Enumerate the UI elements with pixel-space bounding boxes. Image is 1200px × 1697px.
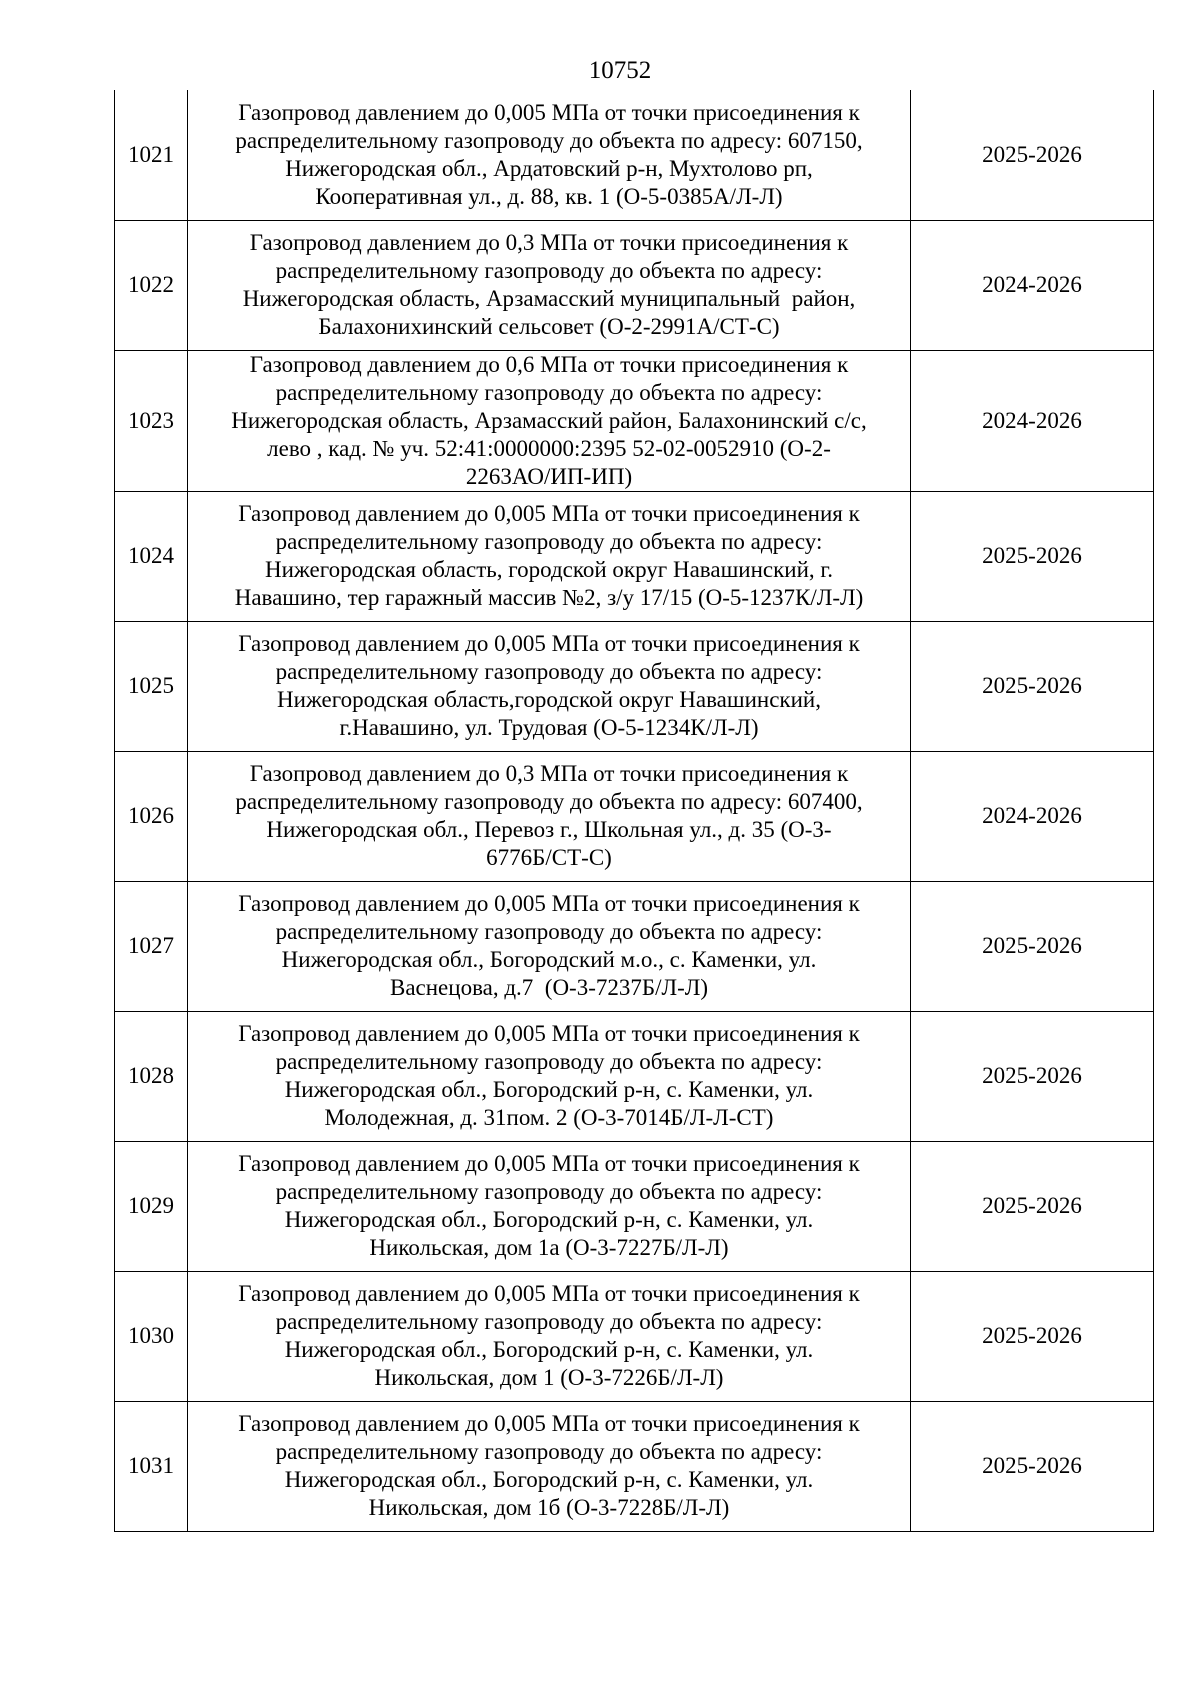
description-line: Балахонихинский сельсовет (О-2-2991А/СТ-С) [318,314,780,339]
period-value: 2025-2026 [982,933,1082,958]
table-body [115,90,1154,1531]
period-cell [911,90,1154,220]
row-number-cell [115,350,188,491]
description-line: распределительному газопроводу до объекта по адресу: [275,1309,823,1334]
row-number: 1023 [128,407,174,433]
period-value: 2025-2026 [982,1453,1082,1478]
description-cell [188,491,911,621]
description-line: распределительному газопроводу до объекта по адресу: [275,529,823,554]
description-line: Нижегородская область,городской округ Навашинский, [277,687,821,712]
row-number-cell [115,90,188,220]
table-row [115,350,1154,491]
row-number-cell [115,1011,188,1141]
row-number-cell [115,1271,188,1401]
description-line: Газопровод давлением до 0,3 МПа от точки присоединения к [249,230,849,255]
description-line: Газопровод давлением до 0,005 МПа от точки присоединения к [238,891,860,916]
period-cell [911,1141,1154,1271]
table-row [115,491,1154,621]
period-cell [911,751,1154,881]
description-cell [188,1011,911,1141]
description-line: распределительному газопроводу до объекта по адресу: [275,1439,823,1464]
description-line: распределительному газопроводу до объекта по адресу: [275,258,823,283]
description-line: Нижегородская область, Арзамасский район, Балахонинский с/с, [231,407,867,433]
description-line: Никольская, дом 1 (О-3-7226Б/Л-Л) [374,1365,724,1390]
description-line: Газопровод давлением до 0,005 МПа от точки присоединения к [238,631,860,656]
row-number: 1021 [128,141,174,167]
description-cell [188,1141,911,1271]
table-row [115,1401,1154,1531]
description-cell [188,220,911,350]
row-number-cell [115,1401,188,1531]
description-line: распределительному газопроводу до объекта по адресу: [275,919,823,944]
description-line: распределительному газопроводу до объекта по адресу: [275,1049,823,1074]
description-line: Навашино, тер гаражный массив №2, з/у 17/15 (О-5-1237К/Л-Л) [234,585,864,610]
description-line: Газопровод давлением до 0,005 МПа от точки присоединения к [238,99,860,125]
description-line: распределительному газопроводу до объекта по адресу: [275,1179,823,1204]
description-line: Нижегородская обл., Богородский р-н, с. Каменки, ул. [284,1467,814,1492]
description-line: Нижегородская область, городской округ Навашинский, г. [265,557,833,582]
period-value: 2025-2026 [982,141,1082,167]
period-value: 2025-2026 [982,543,1082,568]
period-value: 2025-2026 [982,673,1082,698]
period-value: 2024-2026 [982,407,1082,433]
row-number: 1030 [128,1323,174,1348]
description-line: Нижегородская обл., Богородский р-н, с. Каменки, ул. [284,1207,814,1232]
description-line: Нижегородская обл., Богородский р-н, с. Каменки, ул. [284,1337,814,1362]
period-value: 2025-2026 [982,1063,1082,1088]
period-value: 2024-2026 [982,272,1082,297]
row-number-cell [115,491,188,621]
description-cell [188,881,911,1011]
description-line: Газопровод давлением до 0,005 МПа от точки присоединения к [238,501,860,526]
description-cell [188,90,911,220]
period-cell [911,1011,1154,1141]
description-line: распределительному газопроводу до объекта по адресу: [275,659,823,684]
row-number: 1027 [128,933,174,958]
row-number: 1024 [128,543,174,568]
description-cell [188,621,911,751]
row-number: 1031 [128,1453,174,1478]
description-line: распределительному газопроводу до объекта по адресу: [275,379,823,405]
description-line: лево , кад. № уч. 52:41:0000000:2395 52-02-0052910 (О-2- [267,435,831,461]
description-line: Никольская, дом 1а (О-3-7227Б/Л-Л) [369,1235,729,1260]
description-line: распределительному газопроводу до объекта по адресу: 607150, [235,127,863,153]
row-number: 1029 [128,1193,174,1218]
description-cell [188,751,911,881]
period-cell [911,881,1154,1011]
description-line: Васнецова, д.7 (О-3-7237Б/Л-Л) [389,975,708,1000]
table-row [115,621,1154,751]
description-line: Газопровод давлением до 0,005 МПа от точки присоединения к [238,1021,860,1046]
table-row [115,1271,1154,1401]
row-number-cell [115,751,188,881]
table-row [115,1011,1154,1141]
description-cell [188,1271,911,1401]
description-line: 2263АО/ИП-ИП) [465,463,633,489]
row-number: 1026 [128,803,174,828]
period-value: 2025-2026 [982,1323,1082,1348]
registry-table [114,90,1154,1532]
period-cell [911,491,1154,621]
table-row [115,881,1154,1011]
page-number: 10752 [588,57,652,84]
description-cell [188,350,911,491]
table-row [115,1141,1154,1271]
row-number: 1025 [128,673,174,698]
description-line: 6776Б/СТ-С) [486,845,612,870]
description-line: Нижегородская область, Арзамасский муниципальный район, [242,286,856,311]
period-cell [911,1401,1154,1531]
period-value: 2025-2026 [982,1193,1082,1218]
table-row [115,90,1154,220]
period-cell [911,1271,1154,1401]
description-line: г.Навашино, ул. Трудовая (О-5-1234К/Л-Л) [339,715,759,740]
description-line: Кооперативная ул., д. 88, кв. 1 (О-5-0385А/Л-Л) [315,183,783,209]
description-line: Газопровод давлением до 0,005 МПа от точки присоединения к [238,1151,860,1176]
table-row [115,220,1154,350]
period-value: 2024-2026 [982,803,1082,828]
row-number-cell [115,621,188,751]
description-line: Газопровод давлением до 0,005 МПа от точки присоединения к [238,1281,860,1306]
description-line: Газопровод давлением до 0,3 МПа от точки присоединения к [249,761,849,786]
description-line: Нижегородская обл., Богородский м.о., с. Каменки, ул. [281,947,817,972]
period-cell [911,621,1154,751]
period-cell [911,350,1154,491]
description-cell [188,1401,911,1531]
description-line: Нижегородская обл., Ардатовский р-н, Мухтолово рп, [285,155,813,181]
row-number-cell [115,1141,188,1271]
row-number-cell [115,881,188,1011]
description-line: Газопровод давлением до 0,005 МПа от точки присоединения к [238,1411,860,1436]
description-line: Нижегородская обл., Богородский р-н, с. Каменки, ул. [284,1077,814,1102]
description-line: распределительному газопроводу до объекта по адресу: 607400, [235,789,863,814]
description-line: Газопровод давлением до 0,6 МПа от точки присоединения к [249,351,849,377]
row-number: 1028 [128,1063,174,1088]
row-number-cell [115,220,188,350]
table-row [115,751,1154,881]
description-line: Никольская, дом 1б (О-3-7228Б/Л-Л) [368,1495,730,1520]
description-line: Нижегородская обл., Перевоз г., Школьная ул., д. 35 (О-3- [266,817,832,842]
row-number: 1022 [128,272,174,297]
description-line: Молодежная, д. 31пом. 2 (О-3-7014Б/Л-Л-СТ) [324,1105,774,1130]
period-cell [911,220,1154,350]
